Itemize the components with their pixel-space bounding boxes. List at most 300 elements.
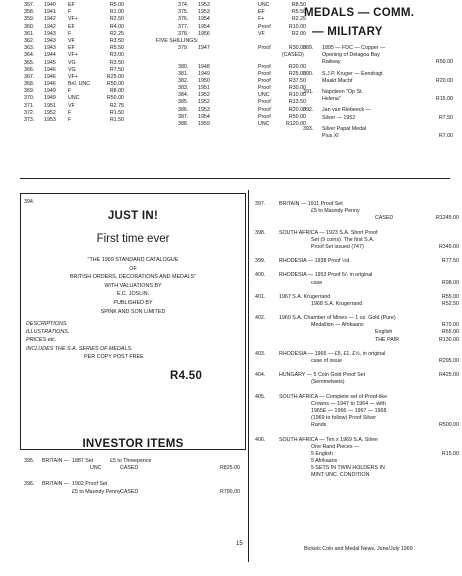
item-text: 1960 S.A. Chamber of Mines — 1 oz. Gold (Pure) bbox=[279, 315, 396, 322]
right-item-line bbox=[255, 351, 459, 358]
row-cell: 1952 bbox=[44, 109, 56, 116]
row-cell: 1943 bbox=[44, 45, 56, 52]
item-number: 404. bbox=[255, 372, 266, 379]
list-row bbox=[156, 16, 306, 23]
row-cell: 1953 bbox=[198, 9, 210, 16]
item-number: 401. bbox=[255, 293, 266, 300]
row-cell: 362. bbox=[24, 37, 35, 44]
right-item-line bbox=[255, 215, 459, 222]
row-cell: VF bbox=[68, 37, 75, 44]
row-cell: R20.00 bbox=[288, 106, 306, 113]
row-cell: 1952 bbox=[198, 92, 210, 99]
row-cell: Proof bbox=[258, 23, 271, 30]
row-cell: R4.00 bbox=[109, 23, 124, 30]
item-text: SOUTH AFRICA — Ten x 1969 S.A. Silver bbox=[279, 436, 379, 443]
row-cell: 383. bbox=[178, 85, 189, 92]
right-item-line bbox=[255, 472, 459, 479]
item-number: 400. bbox=[255, 272, 266, 279]
list-row bbox=[156, 31, 306, 38]
row-cell: 1951 bbox=[44, 102, 56, 109]
right-item-line bbox=[255, 272, 459, 279]
item-price: R500.00 bbox=[438, 422, 459, 429]
list-row bbox=[24, 103, 164, 110]
right-list bbox=[255, 201, 459, 487]
medal-text: Jan van Riebeeck — bbox=[322, 107, 371, 114]
right-item-line bbox=[255, 408, 459, 415]
row-cell: 377. bbox=[178, 23, 189, 30]
right-item-line bbox=[255, 301, 459, 308]
medal-price: R7.00 bbox=[438, 132, 453, 139]
row-cell: CASED bbox=[120, 465, 139, 472]
list-row bbox=[24, 9, 164, 16]
right-item-line bbox=[255, 379, 459, 386]
row-cell: 1946 bbox=[44, 73, 56, 80]
row-cell: EF bbox=[258, 9, 265, 16]
medals-heading-1: MEDALS — COMM. bbox=[304, 7, 415, 19]
row-cell: R50.00 bbox=[288, 113, 306, 120]
row-cell: 1902 Proof Set bbox=[72, 481, 108, 488]
ad-just-in: JUST IN! bbox=[107, 210, 159, 222]
list-row bbox=[156, 85, 306, 92]
row-cell: R2.00 bbox=[291, 30, 306, 37]
row-cell: R1.50 bbox=[109, 117, 124, 123]
row-cell: 387. bbox=[178, 113, 189, 120]
medal-number: 392. bbox=[303, 107, 314, 114]
row-cell: 374. bbox=[178, 2, 189, 8]
medal-price: R15.00 bbox=[435, 96, 453, 103]
ad-catalogue-block bbox=[20, 256, 246, 316]
list-row bbox=[24, 16, 164, 23]
right-item-line bbox=[255, 451, 459, 458]
item-number: 398. bbox=[255, 229, 266, 236]
top-col2-list bbox=[156, 2, 306, 128]
item-price: R295.00 bbox=[438, 358, 459, 364]
row-cell: 365. bbox=[24, 59, 35, 66]
row-cell: CASED bbox=[120, 488, 139, 495]
row-cell: F bbox=[68, 109, 72, 116]
item-text: (Semmelweis) bbox=[311, 379, 345, 386]
row-cell: 1945 bbox=[44, 59, 56, 66]
row-cell: 1954 bbox=[198, 113, 210, 120]
row-cell: 1953 bbox=[198, 106, 210, 113]
row-cell: VF+ bbox=[68, 52, 78, 59]
medal-text: Pius XI bbox=[322, 132, 339, 139]
row-cell: R1.00 bbox=[109, 9, 124, 16]
item-price: R98.00 bbox=[441, 279, 459, 286]
list-row bbox=[24, 60, 164, 67]
row-cell: R1.50 bbox=[109, 109, 124, 116]
right-item-line bbox=[255, 458, 459, 465]
row-cell: Proof bbox=[258, 70, 271, 77]
row-cell: 1943 bbox=[44, 37, 56, 44]
row-cell: 1950 bbox=[198, 77, 210, 84]
right-item-line bbox=[255, 244, 459, 251]
ad-line: BRITISH ORDERS, DECORATIONS AND MEDALS" bbox=[69, 274, 197, 281]
row-cell: 1953 bbox=[44, 117, 56, 123]
ad-italic-line: DESCRIPTIONS. bbox=[26, 321, 68, 327]
investor-line bbox=[24, 458, 244, 465]
medal-line bbox=[303, 126, 457, 133]
item-text: Crowns — 1947 to 1964 — with bbox=[311, 400, 386, 407]
row-cell: 396. bbox=[24, 481, 35, 488]
row-cell: F+ bbox=[258, 16, 265, 23]
list-row bbox=[156, 92, 306, 99]
row-cell: Bril. UNC bbox=[68, 81, 91, 88]
item-text: Medallion — Afrikaans bbox=[311, 322, 364, 329]
row-cell: Proof bbox=[258, 106, 271, 113]
row-cell: 1959 bbox=[198, 121, 210, 127]
list-row bbox=[156, 99, 306, 106]
row-cell: 363. bbox=[24, 45, 35, 52]
row-cell: 1951 bbox=[198, 85, 210, 92]
investor-line bbox=[24, 481, 244, 488]
item-text: THE PAIR bbox=[375, 336, 400, 343]
row-cell: R2.75 bbox=[109, 102, 124, 109]
gap bbox=[255, 430, 459, 437]
row-cell: R7.50 bbox=[109, 66, 124, 73]
row-cell: 357. bbox=[24, 2, 35, 8]
right-item-line bbox=[255, 422, 459, 429]
gap bbox=[255, 308, 459, 315]
medal-price: R7.50 bbox=[438, 114, 453, 121]
row-cell: 373. bbox=[24, 117, 35, 123]
gap bbox=[303, 140, 457, 144]
right-item-line bbox=[255, 465, 459, 472]
row-cell: R8.00 bbox=[109, 88, 124, 95]
row-cell: R37.50 bbox=[288, 77, 306, 84]
row-cell: R2.50 bbox=[109, 16, 124, 23]
row-cell: R30.00 bbox=[288, 45, 306, 52]
gap bbox=[255, 265, 459, 272]
row-cell: 388. bbox=[178, 121, 189, 127]
row-cell: R50.00 bbox=[106, 81, 124, 88]
medal-price: R20.00 bbox=[435, 77, 453, 84]
row-cell: (CASED) bbox=[282, 52, 304, 59]
list-row bbox=[24, 74, 164, 81]
gap bbox=[255, 287, 459, 294]
ad-price: R4.50 bbox=[170, 370, 203, 382]
row-cell: 360. bbox=[24, 23, 35, 30]
row-cell: VG bbox=[68, 59, 76, 66]
medal-line bbox=[303, 78, 457, 85]
item-text: MINT UNC. CONDITION bbox=[311, 472, 370, 479]
item-text: (1969 to follow) Proof Silver bbox=[311, 415, 377, 422]
row-cell: R3.00 bbox=[109, 52, 124, 59]
row-cell: Proof bbox=[258, 45, 271, 52]
row-cell: 359. bbox=[24, 16, 35, 23]
footer-credit: Bickels Coin and Medal News, June/July 1969 bbox=[304, 546, 413, 552]
row-cell: Proof bbox=[258, 77, 271, 84]
list-row bbox=[156, 107, 306, 114]
row-cell: VG bbox=[68, 66, 76, 73]
row-cell: 1946 bbox=[44, 66, 56, 73]
gap bbox=[255, 365, 459, 372]
row-cell: 1949 bbox=[44, 88, 56, 95]
row-cell: VF bbox=[258, 30, 265, 37]
list-row bbox=[24, 2, 164, 9]
right-item-line bbox=[255, 444, 459, 451]
gap bbox=[255, 223, 459, 230]
right-item-line bbox=[255, 322, 459, 329]
list-row bbox=[156, 78, 306, 85]
row-cell: VF bbox=[68, 102, 75, 109]
row-cell: 1942 bbox=[44, 16, 56, 23]
right-item-line bbox=[255, 315, 459, 322]
right-item-line bbox=[255, 329, 459, 336]
row-cell: 386. bbox=[178, 106, 189, 113]
list-row bbox=[24, 67, 164, 74]
row-cell: 368. bbox=[24, 81, 35, 88]
medal-line bbox=[303, 59, 457, 66]
row-cell: 1954 bbox=[198, 23, 210, 30]
medals-heading-2: — MILITARY bbox=[312, 26, 383, 38]
list-row bbox=[24, 81, 164, 88]
investor-list bbox=[24, 458, 244, 505]
right-item-line bbox=[255, 372, 459, 379]
list-row bbox=[156, 2, 306, 9]
row-cell: EF bbox=[68, 2, 75, 8]
row-cell: R50.00 bbox=[106, 95, 124, 102]
list-row bbox=[24, 117, 164, 124]
investor-title: INVESTOR ITEMS bbox=[82, 438, 184, 450]
row-cell: 1952 bbox=[198, 99, 210, 106]
right-item-line bbox=[255, 258, 459, 265]
right-item-line bbox=[255, 237, 459, 244]
ad-italic-line: ILLUSTRATIONS. bbox=[26, 329, 70, 336]
row-cell: BRITAIN — bbox=[42, 458, 70, 464]
medal-text: Helena" bbox=[322, 96, 341, 103]
row-cell: 375. bbox=[178, 9, 189, 16]
row-cell: R5.50 bbox=[291, 9, 306, 16]
gap bbox=[255, 387, 459, 394]
medal-text: S.J.P. Kruger — Eendragt bbox=[322, 70, 383, 77]
item-price: R425.00 bbox=[438, 372, 459, 379]
row-cell: Proof bbox=[258, 113, 271, 120]
ad-first-time: First time ever bbox=[96, 233, 170, 245]
gap bbox=[24, 496, 244, 505]
item-text: RHODESIA — 1953 Proof 5/- in original bbox=[279, 272, 373, 279]
medal-line bbox=[303, 45, 457, 52]
row-cell: F bbox=[68, 88, 72, 95]
item-text: 5 Afrikaans bbox=[311, 458, 338, 465]
investor-price: R790.00 bbox=[219, 488, 240, 495]
row-cell: 1953 bbox=[198, 2, 210, 8]
medal-line bbox=[303, 115, 457, 122]
row-cell: F bbox=[68, 117, 72, 123]
row-cell: 378. bbox=[178, 30, 189, 37]
medal-number: 391. bbox=[303, 88, 314, 95]
medal-number: 389. bbox=[303, 45, 314, 51]
list-row bbox=[24, 95, 164, 102]
row-cell: R25.00 bbox=[106, 73, 124, 80]
row-cell: 1948 bbox=[198, 63, 210, 70]
row-cell: UNC bbox=[258, 92, 270, 99]
ad-italic-block bbox=[26, 320, 246, 353]
item-price: R52.50 bbox=[441, 300, 459, 307]
item-price: R77.50 bbox=[441, 258, 459, 265]
list-row bbox=[156, 45, 306, 52]
investor-line bbox=[24, 489, 244, 496]
item-text: 1965E — 1966 — 1967 — 1968 bbox=[311, 407, 387, 414]
list-row bbox=[24, 52, 164, 59]
medal-text: Silver — 1952 bbox=[322, 114, 356, 121]
ad-line: PUBLISHED BY bbox=[113, 299, 153, 306]
gap bbox=[255, 480, 459, 487]
row-cell: 384. bbox=[178, 92, 189, 99]
row-cell: 366. bbox=[24, 66, 35, 73]
item-text: English bbox=[375, 329, 393, 336]
row-cell: 380. bbox=[178, 63, 189, 70]
row-cell: 395. bbox=[24, 458, 35, 464]
medal-line bbox=[303, 96, 457, 103]
row-cell: F bbox=[68, 9, 72, 16]
right-item-line bbox=[255, 201, 459, 208]
row-cell: F bbox=[68, 30, 72, 37]
right-item-line bbox=[255, 208, 459, 215]
row-cell: 361. bbox=[24, 30, 35, 37]
medal-line bbox=[303, 133, 457, 140]
row-cell: R2.25 bbox=[291, 16, 306, 23]
item-text: 1967 S.A. Krugerrand bbox=[279, 293, 331, 300]
item-text: 1968 S.A. Krugerrand bbox=[311, 300, 363, 307]
list-row bbox=[24, 110, 164, 117]
row-cell: 376. bbox=[178, 16, 189, 23]
list-row bbox=[24, 88, 164, 95]
medal-number: 390. bbox=[303, 70, 314, 77]
right-vertical-rule bbox=[248, 190, 249, 562]
right-item-line bbox=[255, 280, 459, 287]
list-row bbox=[24, 45, 164, 52]
medal-number: 393. bbox=[303, 125, 314, 132]
ad-line: SPINK AND SON LIMITED bbox=[100, 308, 166, 315]
row-cell: 1942 bbox=[44, 23, 56, 30]
item-text: RHODESIA — 1938 Proof ½d bbox=[279, 258, 350, 265]
row-cell: R10.00 bbox=[288, 23, 306, 30]
row-cell: UNC bbox=[258, 121, 270, 127]
row-cell: 369. bbox=[24, 88, 35, 95]
medal-text: Opening of Delagoa Bay bbox=[322, 52, 380, 59]
row-cell: R3.50 bbox=[109, 37, 124, 44]
item-price: R15.00 bbox=[441, 450, 459, 457]
item-number: 403. bbox=[255, 350, 266, 357]
top-col1-list bbox=[24, 2, 164, 124]
item-number: 399. bbox=[255, 258, 266, 265]
item-text: SOUTH AFRICA — Complete set of Proof-like bbox=[279, 393, 388, 400]
row-cell: R10.00 bbox=[288, 92, 306, 99]
item-number: 402. bbox=[255, 315, 266, 322]
row-cell: Proof bbox=[258, 85, 271, 92]
row-cell: R20.00 bbox=[288, 63, 306, 70]
row-cell: 1946 bbox=[44, 81, 56, 88]
list-row bbox=[24, 38, 164, 45]
five-shillings-label: FIVE SHILLINGS: bbox=[156, 37, 199, 44]
row-cell: VF+ bbox=[68, 16, 78, 23]
ad-line: "THE 1969 STANDARD CATALOGUE bbox=[87, 257, 179, 263]
medal-line bbox=[303, 71, 457, 78]
row-cell: UNC bbox=[258, 2, 270, 8]
ad-italic-line: INCLUDES THE S.A. SERIES OF MEDALS. bbox=[26, 345, 133, 352]
item-price: R345.00 bbox=[438, 243, 459, 250]
gap bbox=[24, 472, 244, 481]
row-cell: 379. bbox=[178, 45, 189, 52]
row-cell: R30.00 bbox=[288, 85, 306, 92]
row-cell: 1949 bbox=[44, 95, 56, 102]
item-text: CASED bbox=[375, 215, 394, 222]
row-cell: UNC bbox=[90, 465, 102, 472]
row-cell: BRITAIN — bbox=[42, 481, 70, 488]
item-price: R55.00 bbox=[441, 293, 459, 300]
row-cell: R13.50 bbox=[288, 99, 306, 106]
item-text: 5 SETS IN TWIN HOLDERS IN bbox=[311, 465, 385, 472]
row-cell: 1940 bbox=[44, 2, 56, 8]
row-cell: 1949 bbox=[198, 70, 210, 77]
right-item-line bbox=[255, 337, 459, 344]
item-price: R130.00 bbox=[438, 336, 459, 343]
row-cell: 1944 bbox=[44, 52, 56, 59]
row-cell: R25.00 bbox=[288, 70, 306, 77]
right-item-line bbox=[255, 358, 459, 365]
ad-italic-line: PRICES etc. bbox=[26, 337, 57, 344]
row-cell: R3.50 bbox=[109, 59, 124, 66]
row-cell: R2.25 bbox=[109, 30, 124, 37]
right-item-line bbox=[255, 230, 459, 237]
row-cell: UNC bbox=[68, 95, 80, 102]
row-cell: EF bbox=[68, 23, 75, 30]
medal-line bbox=[303, 52, 457, 59]
list-row bbox=[156, 64, 306, 71]
ad-line: OF bbox=[129, 265, 137, 272]
investor-line bbox=[24, 465, 244, 472]
row-cell: 1956 bbox=[198, 30, 210, 37]
ad-per-copy: PER COPY POST FREE bbox=[84, 354, 144, 360]
row-cell: 1941 bbox=[44, 9, 56, 16]
item-price: R70.00 bbox=[441, 322, 459, 329]
row-cell: VF+ bbox=[68, 73, 78, 80]
row-cell: 1887 Set bbox=[72, 458, 94, 464]
cased-label bbox=[156, 52, 306, 59]
item-text: SOUTH AFRICA — 1923 S.A. Short Proof bbox=[279, 229, 378, 236]
item-text: case of issue bbox=[311, 358, 342, 364]
ad-line: WITH VALUATIONS BY bbox=[104, 282, 162, 289]
item-number: 406. bbox=[255, 436, 266, 443]
row-cell: 1943 bbox=[44, 30, 56, 37]
medal-line bbox=[303, 89, 457, 96]
row-cell: R5.00 bbox=[109, 2, 124, 8]
item-text: HUNGARY — 5 Coin Gold Proof Set bbox=[279, 372, 366, 379]
right-item-line bbox=[255, 415, 459, 422]
item-text: 5 English bbox=[311, 450, 333, 457]
row-cell: 1947 bbox=[198, 45, 210, 52]
row-cell: EF bbox=[68, 45, 75, 52]
row-cell: 1954 bbox=[198, 16, 210, 23]
right-item-line bbox=[255, 437, 459, 444]
item-price: R1245.00 bbox=[436, 215, 459, 222]
medal-text: Railway bbox=[322, 59, 341, 66]
item-price: R65.00 bbox=[441, 329, 459, 336]
item-text: Set (9 coins). The first S.A. bbox=[311, 236, 375, 243]
medal-text: Silver Papal Medal bbox=[322, 125, 367, 132]
investor-price: R825.00 bbox=[219, 465, 240, 472]
medal-text: Napoleon "Op St. bbox=[322, 88, 364, 95]
list-row bbox=[156, 114, 306, 121]
item-number: 397. bbox=[255, 201, 266, 207]
ad-number: 394. bbox=[24, 199, 35, 205]
row-cell: R5.50 bbox=[109, 45, 124, 52]
row-cell: £5 to Maundy Penny bbox=[72, 488, 121, 495]
item-text: Proof Set issued (747) bbox=[311, 243, 364, 250]
item-text: BRITAIN — 1911 Proof Set bbox=[279, 201, 343, 207]
row-cell: 382. bbox=[178, 77, 189, 84]
